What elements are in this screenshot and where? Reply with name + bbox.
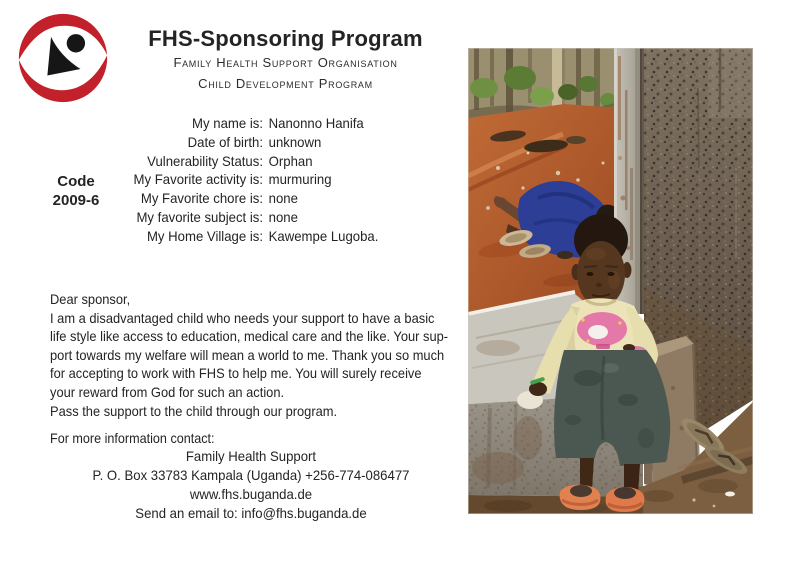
letter-line: port towards my welfare will mean a world to me. Thank you so much	[50, 346, 445, 363]
detail-value: Orphan	[268, 152, 313, 169]
detail-label: My name is:	[192, 115, 263, 131]
detail-label: My favorite subject is:	[136, 208, 263, 225]
detail-label: My Favorite chore is:	[140, 190, 263, 207]
letter-line: your reward from God for such an action.	[50, 383, 285, 400]
detail-label: My Favorite activity is:	[133, 171, 263, 188]
sponsor-letter	[50, 290, 448, 420]
detail-value: unknown	[268, 133, 322, 150]
detail-value: none	[268, 190, 298, 207]
detail-value: murmuring	[268, 171, 332, 188]
program-subtitle: Child Development Program	[198, 76, 373, 91]
letter-line: I am a disadvantaged child who needs your support to have a basic	[50, 309, 435, 326]
contact-block	[51, 447, 451, 523]
child-photo	[468, 48, 753, 514]
letter-line: life style like access to education, medical care and the like. Your sup-	[50, 328, 449, 345]
detail-label: My Home Village is:	[146, 227, 263, 244]
contact-email: Send an email to: info@fhs.buganda.de	[135, 505, 367, 521]
fhs-logo	[17, 12, 109, 104]
code-value: 2009-6	[52, 192, 100, 209]
org-subtitle: Family Health Support Organisation	[173, 55, 398, 70]
detail-label: Date of birth:	[187, 133, 263, 150]
detail-label: Vulnerability Status:	[147, 152, 263, 169]
letter-line: for accepting to work with FHS to help me. You will surely receive	[50, 365, 422, 382]
child-details	[61, 114, 378, 246]
letter-line: Dear sponsor,	[50, 291, 131, 307]
contact-org: Family Health Support	[185, 448, 317, 464]
code-label: Code	[57, 173, 95, 190]
detail-value: none	[268, 208, 298, 225]
contact-address: P. O. Box 33783 Kampala (Uganda) +256-774-086477	[92, 467, 410, 483]
header	[128, 26, 443, 94]
detail-value: Kawempe Lugoba.	[268, 227, 379, 244]
letter-line: Pass the support to the child through our program.	[50, 402, 338, 419]
contact-intro: For more information contact:	[50, 430, 215, 446]
contact-website: www.fhs.buganda.de	[189, 486, 313, 502]
page-title: FHS-Sponsoring Program	[148, 26, 423, 51]
detail-value: Nanonno Hanifa	[268, 115, 364, 131]
